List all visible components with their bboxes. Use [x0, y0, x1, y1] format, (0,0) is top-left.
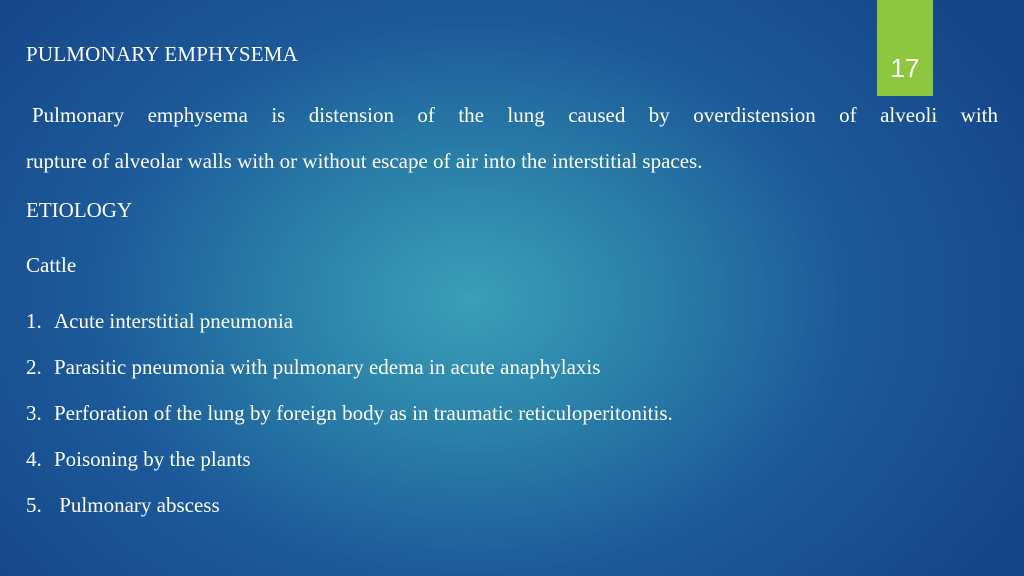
- list-item-text: Pulmonary abscess: [54, 493, 220, 517]
- list-item: [26, 398, 673, 444]
- page-number-badge: [877, 0, 933, 96]
- definition-line-2: rupture of alveolar walls with or without escape of air into the interstitial spaces.: [26, 149, 703, 173]
- causes-list: [26, 306, 673, 536]
- list-item-text: Poisoning by the plants: [54, 447, 251, 471]
- list-item-number: 4.: [26, 447, 42, 471]
- section-heading-etiology: ETIOLOGY: [26, 198, 133, 222]
- list-item-text: Perforation of the lung by foreign body as in traumatic reticuloperitonitis.: [54, 401, 673, 425]
- list-item-number: 5.: [26, 493, 42, 517]
- list-item-number: 2.: [26, 355, 42, 379]
- definition-line-1: Pulmonary emphysema is distension of the lung caused by overdistension of alveoli with: [32, 103, 998, 127]
- list-item: [26, 352, 673, 398]
- definition-paragraph: [26, 92, 998, 184]
- subheading-cattle: Cattle: [26, 253, 77, 277]
- slide-title: PULMONARY EMPHYSEMA: [26, 42, 298, 66]
- list-item: [26, 444, 673, 490]
- list-item-number: 3.: [26, 401, 42, 425]
- page-number: 17: [890, 53, 920, 83]
- list-item: [26, 306, 673, 352]
- list-item-text: Acute interstitial pneumonia: [54, 309, 294, 333]
- list-item-text: Parasitic pneumonia with pulmonary edema in acute anaphylaxis: [54, 355, 601, 379]
- list-item-number: 1.: [26, 309, 42, 333]
- list-item: [26, 490, 673, 536]
